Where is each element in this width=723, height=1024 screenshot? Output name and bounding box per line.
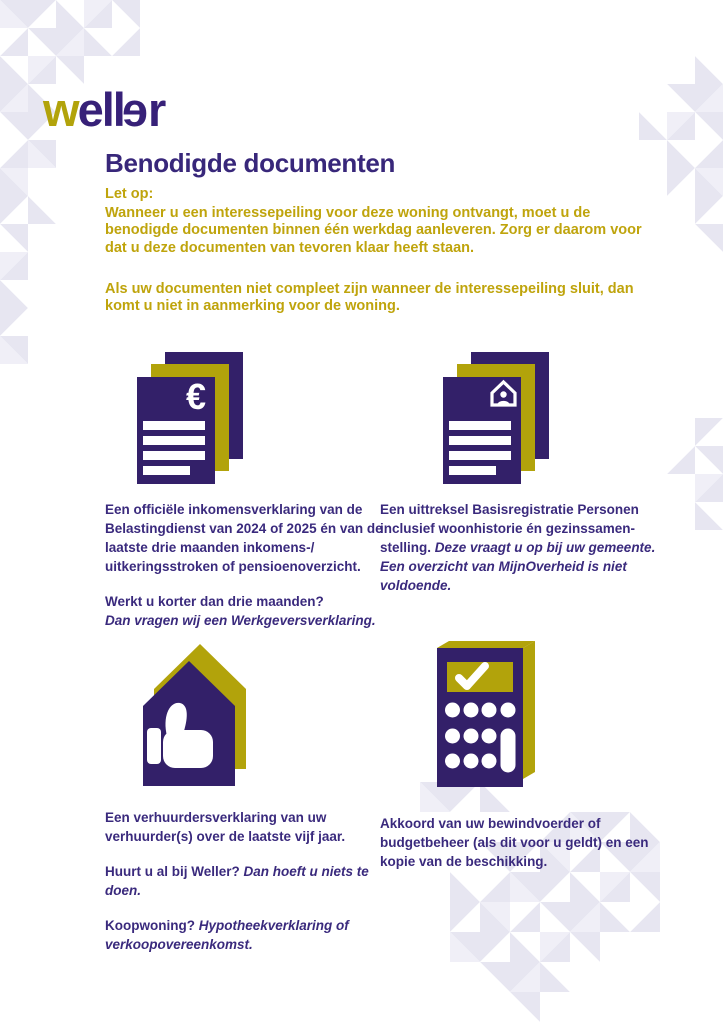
logo-letter-r: r — [147, 83, 165, 136]
income-documents-icon — [137, 352, 243, 484]
euro-glyph: € — [185, 376, 207, 417]
item-text-income: Een officiële inkomensverklaring van de Belastingdienst van 2024 of 2025 én van de laatste drie maanden inkomens-/ uitkeringsstroken of pensioenoverzicht. Werkt u korter dan drie maanden? Dan vragen wij een Werkgeversverklaring. — [105, 502, 383, 628]
item-text-landlord-statement: Een verhuurdersverklaring van uw verhuurder(s) over de laatste vijf jaar. Huurt u al bij Weller? Dan hoeft u niets te doen. Koopwoning? Hypotheekverklaring of verkoopovereenkomst. — [105, 810, 369, 952]
personal-records-documents-icon — [443, 352, 549, 484]
calculator-icon — [437, 640, 537, 787]
logo-reversed-e: e — [123, 83, 148, 136]
weller-logo — [43, 83, 165, 136]
warning-paragraph: Als uw documenten niet compleet zijn wanneer de interessepeiling sluit, dan komt u niet in aanmerking voor de woning. — [105, 281, 634, 315]
notice-heading: Let op: — [105, 186, 154, 202]
logo-letter-w: w — [43, 83, 78, 136]
house-thumbs-up-icon — [135, 644, 247, 788]
item-text-personal-records: Een uittreksel Basisregistratie Personen inclusief woonhistorie én gezinssamen- stelling. Deze vraagt u op bij uw gemeente. Een overzicht van MijnOverheid is niet voldoende. — [380, 502, 656, 593]
logo-letters-ell: ell — [77, 83, 124, 136]
item-text-administrator-consent: Akkoord van uw bewindvoerder of budgetbeheer (als dit voor u geldt) en een kopie van de beschikking. — [380, 816, 649, 869]
page-title: Benodigde documenten — [105, 148, 396, 178]
notice-paragraph: Wanneer u een interessepeiling voor deze woning ontvangt, moet u de benodigde documenten binnen één werkdag aanleveren. Zorg er daarom voor dat u deze documenten van tevoren klaar heeft staan. — [105, 205, 642, 256]
